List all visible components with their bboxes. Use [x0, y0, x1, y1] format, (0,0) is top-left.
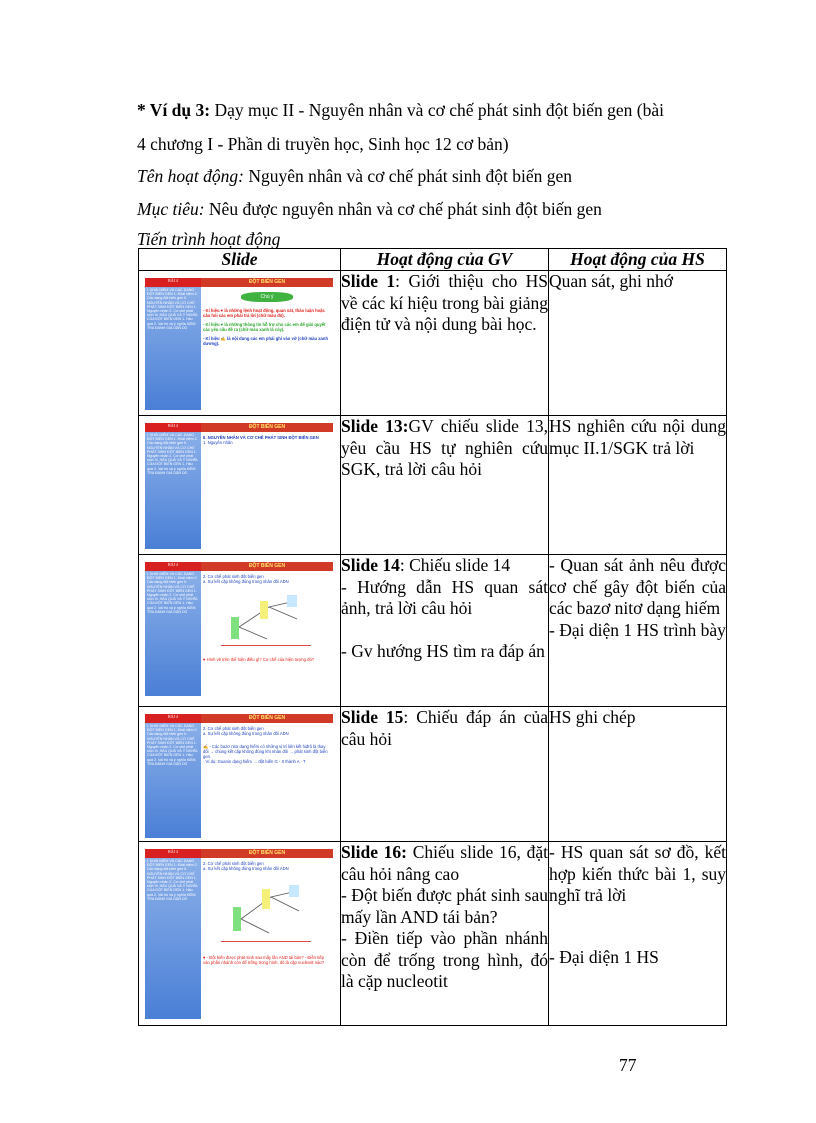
gv-cell — [341, 416, 549, 555]
lesson-tab: BÀI 4 — [145, 423, 201, 432]
example-line-1 — [137, 100, 664, 121]
gv-slide-label: Slide 14 — [341, 555, 400, 575]
sidebar-text: I. KHÁI NIỆM VÀ CÁC DẠNG ĐỘT BIẾN GEN 1. Khái niệm 2. Các dạng đột biến gen II. NGUYÊN NHÂN VÀ CƠ CHẾ PHÁT SINH ĐỘT BIẾN GEN 1. Nguyên nhân 2. Cơ chế phát sinh III. HẬU QUẢ VÀ Ý NGHĨA CỦA ĐỘT BIẾN GEN 1. Hậu quả 2. Vai trò và ý nghĩa KIỂM TRA ĐÁNH GIÁ DẶN DÒ — [147, 724, 198, 766]
gv-text-3: - Điền tiếp vào phần nhánh còn để trống trong hình, đó là cặp nucleotit — [341, 928, 548, 991]
slide-line: a. Sự kết cặp không đúng trong nhân đôi ADN — [203, 866, 289, 871]
activity-value: Nguyên nhân và cơ chế phát sinh đột biến gen — [243, 166, 573, 186]
slide-answer: ✍ - Các bazơ nitơ dạng hiếm có những vị trí liên kết hiđrô bị thay đổi → chúng kết cặp không đúng khi nhân đôi → phát sinh đột biến gen. — [203, 744, 328, 759]
progress-label: Tiến trình hoạt động — [137, 229, 281, 249]
lesson-tab: BÀI 4 — [145, 562, 201, 571]
gv-text: Chiếu slide 16, đặt câu hỏi nâng cao — [341, 842, 548, 884]
slide-cell — [139, 271, 341, 416]
slide-body — [203, 861, 331, 1017]
slide-sidebar — [145, 714, 201, 838]
gv-slide-label: Slide 13: — [341, 416, 409, 436]
slide-body — [203, 574, 331, 694]
slide-line: 2. Cơ chế phát sinh đột biến gen — [203, 726, 264, 731]
hs-text: - HS quan sát sơ đồ, kết hợp kiến thức bài 1, suy nghĩ trả lời — [549, 842, 726, 905]
sidebar-text: I. KHÁI NIỆM VÀ CÁC DẠNG ĐỘT BIẾN GEN 1. Khái niệm 2. Các dạng đột biến gen II. NGUYÊN NHÂN VÀ CƠ CHẾ PHÁT SINH ĐỘT BIẾN GEN 1. Nguyên nhân 2. Cơ chế phát sinh III. HẬU QUẢ VÀ Ý NGHĨA CỦA ĐỘT BIẾN GEN 1. Hậu quả 2. Vai trò và ý nghĩa KIỂM TRA ĐÁNH GIÁ DẶN DÒ — [147, 288, 198, 330]
slide-body — [203, 435, 331, 547]
note-green: - Kí hiệu ♥ là những thông tin hỗ trợ cho các em để giải quyết các yêu cầu đề ra (chữ màu xanh lá cây). — [203, 322, 326, 332]
gv-slide-label: Slide 15 — [341, 707, 404, 727]
hs-text: HS nghiên cứu nội dung mục II.1/SGK trả lời — [549, 416, 726, 458]
table-row — [139, 271, 727, 416]
gv-cell — [341, 555, 549, 707]
hs-cell — [549, 842, 727, 1026]
goal-label: Mục tiêu: — [137, 199, 205, 219]
slide-cell — [139, 842, 341, 1026]
gv-cell — [341, 842, 549, 1026]
header-hs: Hoạt động của HS — [549, 249, 727, 271]
slide-cell — [139, 416, 341, 555]
slide-question: ♥ Hình vẽ trên thể hiện điều gì? Cơ chế của hiện tượng đó? — [203, 657, 315, 662]
slide-line: a. Sự kết cặp không đúng trong nhân đôi ADN — [203, 579, 289, 584]
table-row — [139, 416, 727, 555]
slide-answer-2: - Ví dụ: Guanin dạng hiếm → đột biến G - X thành A - T — [203, 759, 306, 764]
slide-title: ĐỘT BIẾN GEN — [201, 423, 333, 432]
table-header-row — [139, 249, 727, 271]
slide-sidebar — [145, 278, 201, 410]
slide-sidebar — [145, 562, 201, 696]
hs-text: Quan sát, ghi nhớ — [549, 271, 673, 291]
slide-body — [203, 290, 331, 408]
note-badge: Chú ý — [241, 292, 293, 302]
gv-text: GV chiếu slide 13, yêu cầu HS tự nghiên cứu SGK, trả lời câu hỏi — [341, 416, 548, 479]
slide-heading: II. NGUYÊN NHÂN VÀ CƠ CHẾ PHÁT SINH ĐỘT BIẾN GEN — [203, 435, 319, 440]
table-row — [139, 555, 727, 707]
header-slide: Slide — [139, 249, 341, 271]
note-blue: - Kí hiệu ✍ là nội dung các em phải ghi vào vở (chữ màu xanh dương). — [203, 336, 329, 346]
dna-diagram — [217, 875, 317, 955]
lesson-tab: BÀI 4 — [145, 278, 201, 287]
slide-sidebar — [145, 849, 201, 1019]
activity-label: Tên hoạt động: — [137, 166, 244, 186]
gv-text: : Chiếu đáp án của câu hỏi — [341, 707, 548, 749]
hs-cell — [549, 271, 727, 416]
slide-title: ĐỘT BIẾN GEN — [201, 278, 333, 287]
gv-text-2: - Đột biến được phát sinh sau mấy lần AND tái bản? — [341, 885, 548, 927]
slide-16-thumbnail — [145, 849, 333, 1019]
activity-line — [137, 166, 572, 187]
hs-text: HS ghi chép — [549, 707, 636, 727]
gv-slide-label: Slide 16: — [341, 842, 408, 862]
sidebar-text: I. KHÁI NIỆM VÀ CÁC DẠNG ĐỘT BIẾN GEN 1. Khái niệm 2. Các dạng đột biến gen II. NGUYÊN NHÂN VÀ CƠ CHẾ PHÁT SINH ĐỘT BIẾN GEN 1. Nguyên nhân 2. Cơ chế phát sinh III. HẬU QUẢ VÀ Ý NGHĨA CỦA ĐỘT BIẾN GEN 1. Hậu quả 2. Vai trò và ý nghĩa KIỂM TRA ĐÁNH GIÁ DẶN DÒ — [147, 859, 198, 901]
page-number: 77 — [619, 1055, 637, 1075]
lesson-tab: BÀI 4 — [145, 714, 201, 723]
slide-title: ĐỘT BIẾN GEN — [201, 849, 333, 858]
example-line-2: 4 chương I - Phần di truyền học, Sinh học 12 cơ bản) — [137, 134, 509, 154]
example-text: Dạy mục II - Nguyên nhân và cơ chế phát sinh đột biến gen (bài — [210, 100, 665, 120]
hs-cell — [549, 555, 727, 707]
slide-title: ĐỘT BIẾN GEN — [201, 714, 333, 723]
slide-15-thumbnail — [145, 714, 333, 838]
hs-cell — [549, 416, 727, 555]
slide-title: ĐỘT BIẾN GEN — [201, 562, 333, 571]
slide-line: 2. Cơ chế phát sinh đột biến gen — [203, 574, 264, 579]
gv-text-3: - Gv hướng HS tìm ra đáp án — [341, 640, 545, 661]
gv-cell — [341, 271, 549, 416]
slide-line: 2. Cơ chế phát sinh đột biến gen — [203, 861, 264, 866]
goal-value: Nêu được nguyên nhân và cơ chế phát sinh đột biến gen — [204, 199, 602, 219]
note-red: - Kí hiệu ♥ là những lệnh hoạt động, quan sát, thảo luận hoặc câu hỏi các em phải trả lời (chữ màu đỏ). — [203, 308, 325, 318]
slide-sidebar — [145, 423, 201, 549]
activity-table — [138, 248, 727, 1026]
slide-14-thumbnail — [145, 562, 333, 696]
gv-text: : Giới thiệu cho HS về các kí hiệu trong bài giảng điện tử và nội dung bài học. — [341, 271, 549, 334]
slide-1-thumbnail — [145, 278, 333, 410]
gv-slide-label: Slide 1 — [341, 271, 396, 291]
hs-text-2: - Đại diện 1 HS — [549, 946, 659, 967]
table-row — [139, 707, 727, 842]
slide-13-thumbnail — [145, 423, 333, 549]
hs-text-2: - Đại diện 1 HS trình bày — [549, 619, 726, 640]
gv-text: : Chiếu slide 14 — [399, 555, 511, 575]
table-row — [139, 842, 727, 1026]
sidebar-text: I. KHÁI NIỆM VÀ CÁC DẠNG ĐỘT BIẾN GEN 1. Khái niệm 2. Các dạng đột biến gen II. NGUYÊN NHÂN VÀ CƠ CHẾ PHÁT SINH ĐỘT BIẾN GEN 1. Nguyên nhân 2. Cơ chế phát sinh III. HẬU QUẢ VÀ Ý NGHĨA CỦA ĐỘT BIẾN GEN 1. Hậu quả 2. Vai trò và ý nghĩa KIỂM TRA ĐÁNH GIÁ DẶN DÒ — [147, 433, 198, 475]
gv-text-2: - Hướng dẫn HS quan sát ảnh, trả lời câu hỏi — [341, 576, 548, 618]
hs-text: - Quan sát ảnh nêu được cơ chế gây đột biến của các bazơ nitơ dạng hiếm — [549, 555, 726, 618]
sidebar-text: I. KHÁI NIỆM VÀ CÁC DẠNG ĐỘT BIẾN GEN 1. Khái niệm 2. Các dạng đột biến gen II. NGUYÊN NHÂN VÀ CƠ CHẾ PHÁT SINH ĐỘT BIẾN GEN 1. Nguyên nhân 2. Cơ chế phát sinh III. HẬU QUẢ VÀ Ý NGHĨA CỦA ĐỘT BIẾN GEN 1. Hậu quả 2. Vai trò và ý nghĩa KIỂM TRA ĐÁNH GIÁ DẶN DÒ — [147, 572, 198, 614]
slide-line: a. Sự kết cặp không đúng trong nhân đôi ADN — [203, 731, 289, 736]
slide-question: ♥ - Đột biến được phát sinh sau mấy lần AND tái bản? - Điền tiếp vào phần nhánh còn để trống trong hình, đó là cặp nucleotit nào? — [203, 955, 325, 965]
slide-body — [203, 726, 331, 836]
gv-cell — [341, 707, 549, 842]
header-gv: Hoạt động của GV — [341, 249, 549, 271]
lesson-tab: BÀI 4 — [145, 849, 201, 858]
example-label: * Ví dụ 3: — [137, 100, 211, 120]
slide-item: 1. Nguyên nhân — [203, 440, 233, 445]
slide-cell — [139, 555, 341, 707]
dna-diagram — [217, 587, 317, 657]
slide-cell — [139, 707, 341, 842]
hs-cell — [549, 707, 727, 842]
goal-line — [137, 199, 602, 220]
